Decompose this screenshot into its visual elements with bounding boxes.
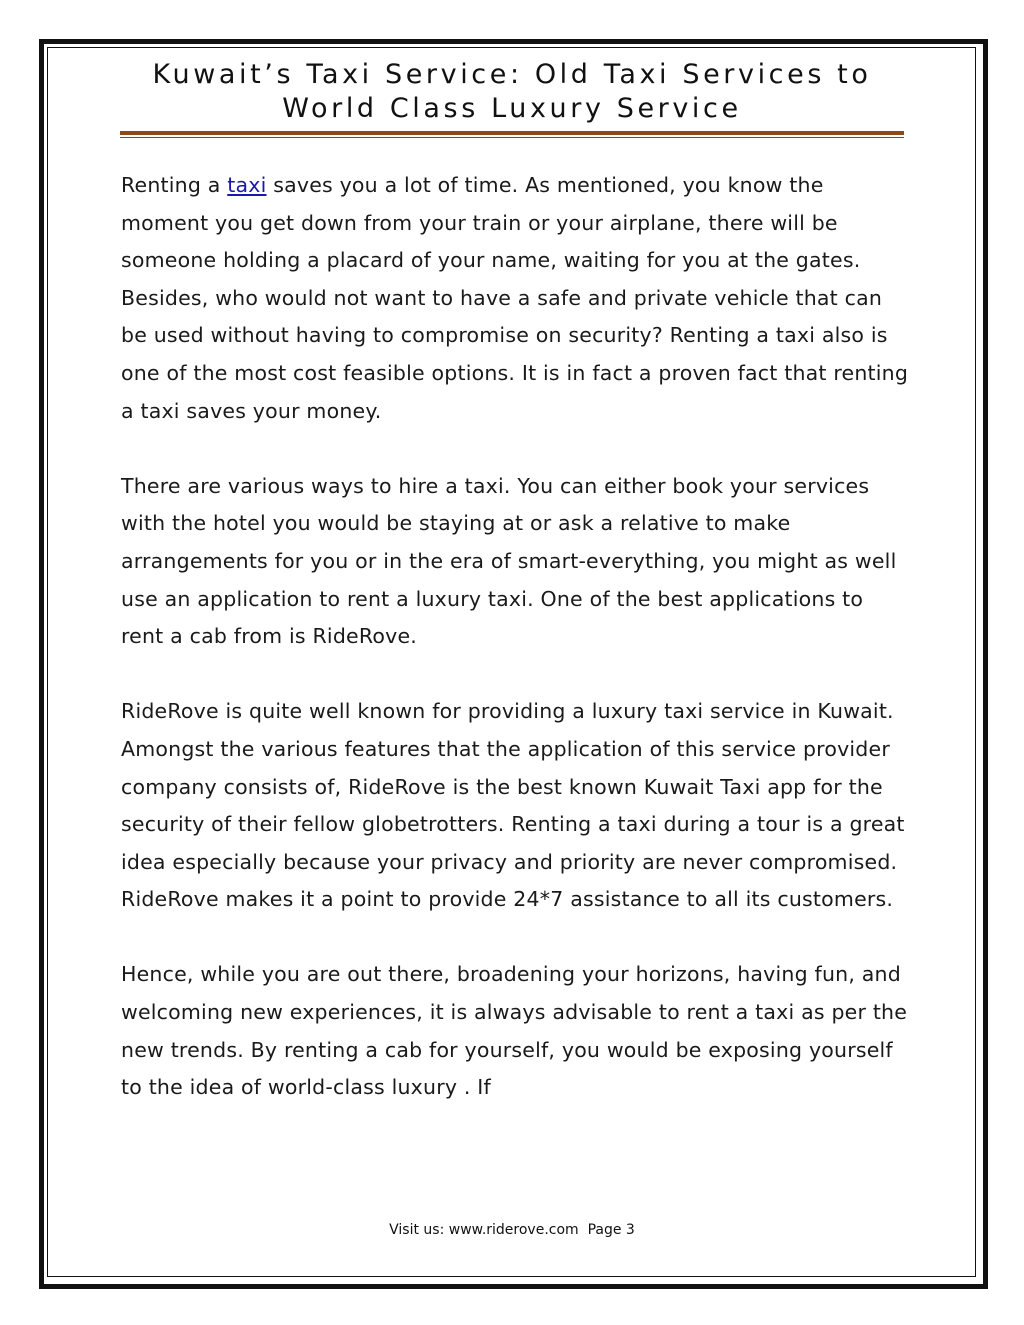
title-line-1: Kuwait’s Taxi Service: Old Taxi Services to [152,59,872,90]
page-footer [0,1222,1024,1238]
paragraph-1-rest: saves you a lot of time. As mentioned, you know the moment you get down from your train or your airplane, there will be someone holding a placard of your name, waiting for you at the gates. Besides, who would not want to have a safe and private vehicle that can be used without having to compromise on security? Renting a taxi also is one of the most cost feasible options. It is in fact a proven fact that renting a taxi saves your money. [121,173,909,423]
paragraph-3: RideRove is quite well known for providing a luxury taxi service in Kuwait. Amongst the various features that the application of this service provider company consists of, RideRove is the best known Kuwait Taxi app for the security of their fellow globetrotters. Renting a taxi during a tour is a great idea especially because your privacy and priority are never compromised. RideRove makes it a point to provide 24*7 assistance to all its customers. [121,699,905,912]
paragraph-4: Hence, while you are out there, broadening your horizons, having fun, and welcoming new experiences, it is always advisable to rent a taxi as per the new trends. By renting a cab for yourself, you would be exposing yourself to the idea of world-class luxury . If [121,962,908,1100]
title-divider-thin [120,137,904,138]
article-body [121,167,911,1144]
taxi-link[interactable]: taxi [227,173,267,197]
paragraph-2: There are various ways to hire a taxi. You can either book your services with the hotel you would be staying at or ask a relative to make arrangements for you or in the era of smart-everything, you might as well use an application to rent a luxury taxi. One of the best applications to rent a cab from is RideRove. [121,473,897,649]
title-divider-thick [120,131,904,135]
paragraph-1 [121,167,911,430]
document-title [100,58,924,126]
footer-page-number: Page 3 [587,1222,635,1238]
title-line-2: World Class Luxury Service [282,93,742,124]
paragraph-1-intro: Renting a [121,173,228,197]
footer-visit-text: Visit us: www.riderove.com [389,1222,579,1238]
